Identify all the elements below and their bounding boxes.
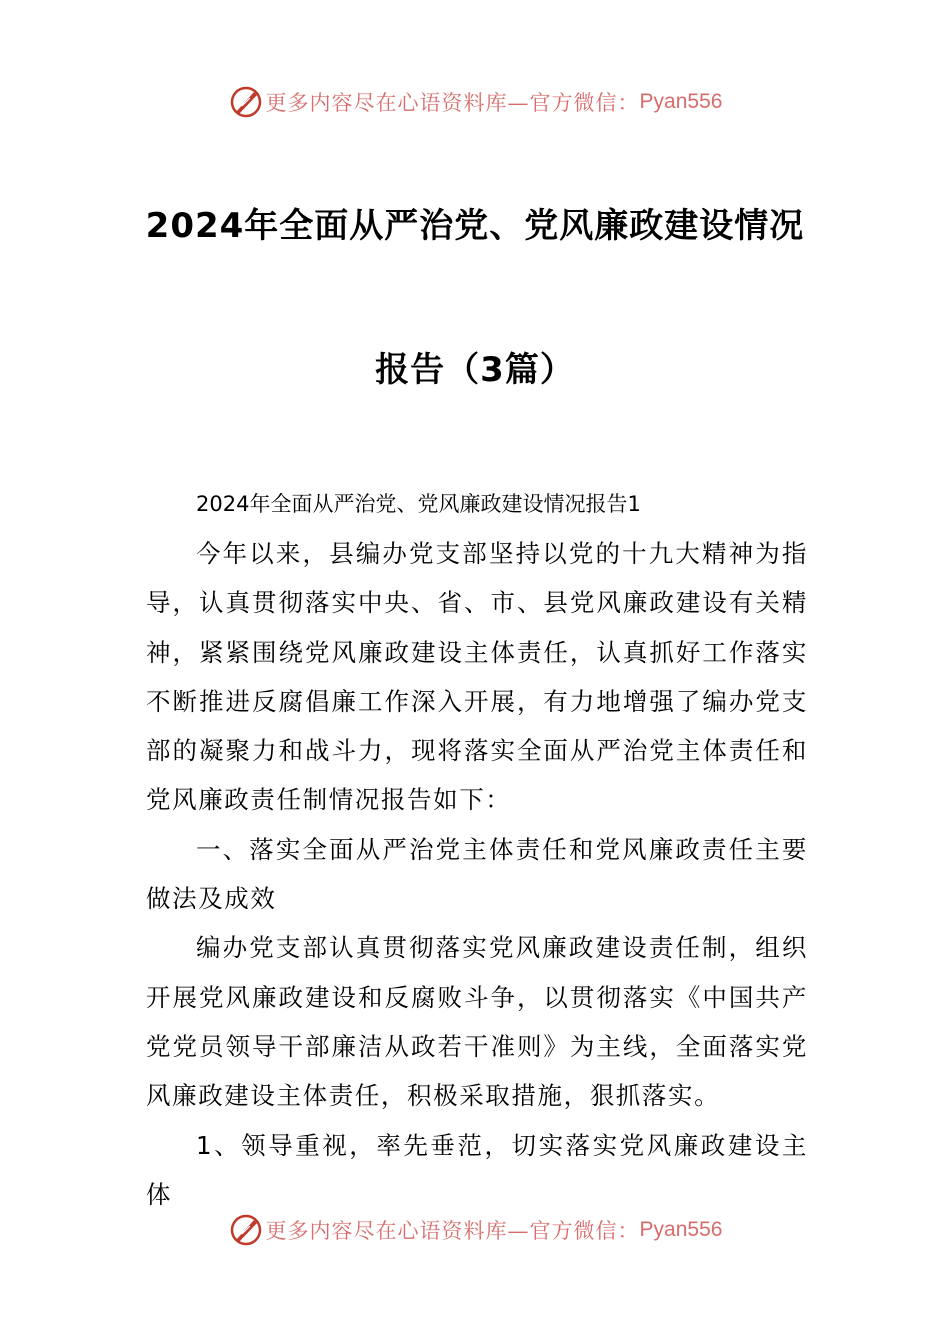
section-heading: 一、落实全面从严治党主体责任和党风廉政责任主要做法及成效: [146, 834, 808, 914]
watermark-header: [0, 82, 950, 122]
document-body: [146, 480, 808, 1219]
watermark-footer: [0, 1210, 950, 1250]
body-paragraph: 今年以来，县编办党支部坚持以党的十九大精神为指导，认真贯彻落实中央、省、市、县党风廉政建设有关精神，紧紧围绕党风廉政建设主体责任，认真抓好工作落实不断推进反腐倡廉工作深入开展，有力地增强了编办党支部的凝聚力和战斗力，现将落实全面从严治党主体责任和党风廉政责任制情况报告如下：: [146, 539, 808, 815]
watermark-text: 更多内容尽在心语资料库—官方微信：: [265, 91, 640, 115]
body-paragraph: 编办党支部认真贯彻落实党风廉政建设责任制，组织开展党风廉政建设和反腐败斗争，以贯彻落实《中国共产党党员领导干部廉洁从政若干准则》为主线，全面落实党风廉政建设主体责任，积极采取措施，狠抓落实。: [146, 933, 808, 1111]
body-paragraph: 1、领导重视，率先垂范，切实落实党风廉政建设主体: [146, 1130, 808, 1209]
watermark-wechat-id: Pyan556: [639, 90, 723, 113]
watermark-text: 更多内容尽在心语资料库—官方微信：: [265, 1219, 640, 1243]
document-title-line-1: 2024年全面从严治党、党风廉政建设情况: [145, 206, 805, 246]
section-subtitle: 2024年全面从严治党、党风廉政建设情况报告1: [196, 492, 641, 516]
quill-logo-icon: [228, 84, 264, 120]
watermark-wechat-id: Pyan556: [639, 1218, 723, 1241]
document-title-line-2: 报告（3篇）: [375, 350, 575, 390]
quill-logo-icon: [228, 1212, 264, 1248]
